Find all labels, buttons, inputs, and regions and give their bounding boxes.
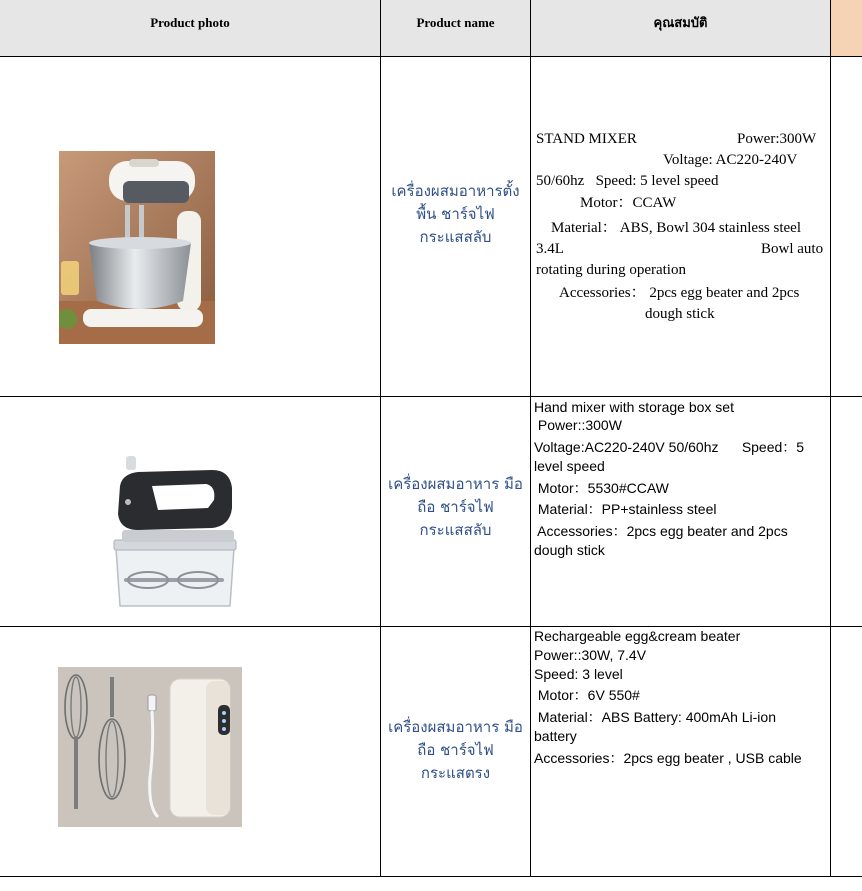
header-properties: คุณสมบัติ: [531, 0, 830, 57]
product-name-line: ถือ ชาร์จไฟ: [417, 498, 494, 516]
stand-mixer-photo: [59, 151, 215, 344]
property-line: Accessories：2pcs egg beater , USB cable: [534, 750, 802, 766]
property-line: Motor：6V 550#: [534, 687, 640, 703]
property-line: 50/60hz Speed: 5 level speed: [536, 173, 719, 189]
product-name-line: พื้น ชาร์จไฟ: [416, 205, 495, 223]
product-name-line: เครื่องผสมอาหาร มือ: [388, 718, 523, 736]
hand-mixer-photo: [108, 456, 240, 612]
grid-line: [830, 0, 831, 876]
product-name-line: กระแสตรง: [420, 764, 491, 782]
property-line: Accessories：2pcs egg beater and 2pcs: [534, 523, 788, 539]
product-name-line: กระแสสลับ: [419, 521, 492, 539]
header-extra-column: [831, 0, 862, 57]
grid-line: [0, 876, 862, 877]
product-name-stand-mixer: [381, 57, 530, 396]
header-product-photo: Product photo: [0, 0, 380, 57]
property-line: Motor：5530#CCAW: [534, 480, 669, 496]
product-name-egg-beater: [381, 627, 530, 876]
header-product-name: Product name: [381, 0, 530, 57]
product-name-line: กระแสสลับ: [419, 228, 492, 246]
property-line: Bowl auto: [761, 241, 824, 257]
property-line: rotating during operation: [536, 262, 686, 278]
property-line: Hand mixer with storage box set: [534, 399, 734, 415]
product-name-line: เครื่องผสมอาหาร มือ: [388, 475, 523, 493]
egg-beater-photo: [58, 667, 242, 827]
property-line: Material：ABS Battery: 400mAh Li-ion: [534, 709, 776, 725]
property-line: Voltage:AC220-240V 50/60hz Speed：5: [534, 439, 805, 455]
property-line: dough stick: [645, 306, 715, 322]
property-line: Motor：CCAW: [580, 195, 677, 211]
property-line: Power:300W: [737, 131, 817, 147]
property-line: Power::30W, 7.4V: [534, 647, 647, 663]
product-name-line: เครื่องผสมอาหารตั้ง: [391, 182, 520, 200]
property-line: Material：PP+stainless steel: [534, 501, 717, 517]
property-line: level speed: [534, 458, 605, 474]
property-line: Accessories： 2pcs egg beater and 2pcs: [559, 285, 800, 301]
property-line: Voltage: AC220-240V: [663, 152, 798, 168]
property-line: STAND MIXER: [536, 131, 637, 147]
property-line: Rechargeable egg&cream beater: [534, 628, 741, 644]
property-line: 3.4L: [536, 241, 564, 257]
property-line: battery: [534, 728, 577, 744]
grid-line: [530, 0, 531, 876]
product-name-line: ถือ ชาร์จไฟ: [417, 741, 494, 759]
property-line: Material： ABS, Bowl 304 stainless steel: [551, 220, 801, 236]
property-line: dough stick: [534, 542, 605, 558]
property-line: Speed: 3 level: [534, 666, 623, 682]
property-line: Power::300W: [534, 417, 622, 433]
product-name-hand-mixer: [381, 397, 530, 626]
